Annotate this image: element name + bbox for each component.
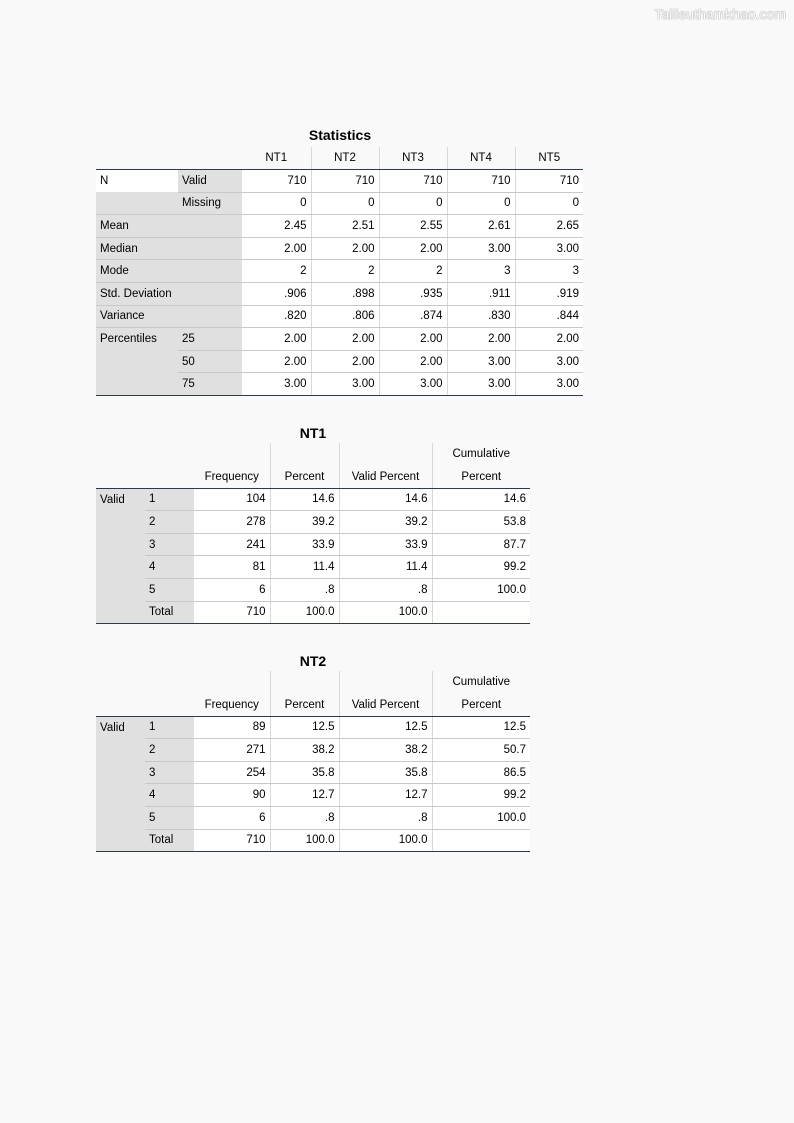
group-label-blank: [96, 761, 145, 784]
table-row: [96, 373, 583, 396]
header-row-top: [96, 443, 530, 466]
table-cell: 3.00: [447, 373, 515, 396]
table-cell: 38.2: [270, 739, 339, 762]
row-label: Percentiles: [96, 328, 178, 351]
column-header-nt1: NT1: [242, 147, 311, 170]
table-cell: 2.00: [379, 350, 447, 373]
table-cell: .830: [447, 305, 515, 328]
column-header-frequency: Frequency: [194, 694, 270, 717]
table-row: [96, 533, 530, 556]
group-label-blank: [96, 829, 145, 852]
table-cell: 0: [242, 192, 311, 215]
table-cell: .874: [379, 305, 447, 328]
header-corner: [145, 466, 194, 489]
table-row: [96, 579, 530, 602]
table-row: [96, 215, 583, 238]
table-cell: 3.00: [515, 373, 583, 396]
table-cell: .8: [339, 579, 432, 602]
table-cell: [432, 829, 530, 852]
table-cell: .8: [339, 807, 432, 830]
row-sublabel: Missing: [178, 192, 242, 215]
nt2-frequency-table: [96, 671, 530, 852]
table-row: [96, 260, 583, 283]
category-label: 2: [145, 739, 194, 762]
table-cell: 710: [194, 601, 270, 624]
table-cell: 710: [194, 829, 270, 852]
table-row: [96, 601, 530, 624]
table-cell: 100.0: [270, 601, 339, 624]
header-row: [96, 466, 530, 489]
table-cell: 3.00: [379, 373, 447, 396]
table-row: [96, 350, 583, 373]
table-cell: 3.00: [242, 373, 311, 396]
table-cell: 2.00: [311, 328, 379, 351]
header-corner: [96, 147, 178, 170]
table-row: [96, 556, 530, 579]
statistics-header-row: [96, 147, 583, 170]
row-label: [96, 192, 178, 215]
column-header-frequency: Frequency: [194, 466, 270, 489]
table-row: [96, 511, 530, 534]
header-blank: [339, 443, 432, 466]
table-cell: 710: [311, 170, 379, 193]
table-cell: 710: [379, 170, 447, 193]
table-cell: 3.00: [515, 350, 583, 373]
table-cell: 3: [447, 260, 515, 283]
header-blank: [194, 671, 270, 694]
table-cell: 104: [194, 488, 270, 511]
table-cell: 2: [311, 260, 379, 283]
table-cell: .844: [515, 305, 583, 328]
column-header-nt5: NT5: [515, 147, 583, 170]
table-cell: 6: [194, 579, 270, 602]
group-label: Valid: [96, 488, 145, 511]
table-cell: 14.6: [432, 488, 530, 511]
header-row-top: [96, 671, 530, 694]
table-cell: 87.7: [432, 533, 530, 556]
group-label-blank: [96, 579, 145, 602]
table-row: [96, 716, 530, 739]
table-cell: 254: [194, 761, 270, 784]
column-header-nt4: NT4: [447, 147, 515, 170]
table-cell: 50.7: [432, 739, 530, 762]
row-sublabel: [178, 305, 242, 328]
header-corner: [178, 147, 242, 170]
row-sublabel: [178, 283, 242, 306]
header-corner: [145, 671, 194, 694]
table-cell: 89: [194, 716, 270, 739]
row-label: [96, 350, 178, 373]
table-cell: 53.8: [432, 511, 530, 534]
header-blank: [270, 671, 339, 694]
row-sublabel: [178, 260, 242, 283]
header-corner: [96, 443, 145, 466]
table-row: [96, 237, 583, 260]
table-cell: 11.4: [339, 556, 432, 579]
table-row: [96, 192, 583, 215]
category-label: 1: [145, 488, 194, 511]
table-cell: 12.5: [339, 716, 432, 739]
table-cell: 35.8: [339, 761, 432, 784]
table-cell: .919: [515, 283, 583, 306]
table-cell: .898: [311, 283, 379, 306]
table-cell: 0: [515, 192, 583, 215]
table-cell: 2.00: [242, 350, 311, 373]
table-cell: 710: [242, 170, 311, 193]
table-row: [96, 784, 530, 807]
table-cell: 100.0: [339, 601, 432, 624]
table-cell: 2.00: [447, 328, 515, 351]
category-label: 4: [145, 556, 194, 579]
table-row: [96, 807, 530, 830]
table-cell: 2.00: [515, 328, 583, 351]
row-label: N: [96, 170, 178, 193]
table-cell: 2.61: [447, 215, 515, 238]
statistics-title: Statistics: [308, 127, 372, 143]
category-label: 4: [145, 784, 194, 807]
table-row: [96, 283, 583, 306]
table-cell: 86.5: [432, 761, 530, 784]
table-cell: 12.7: [270, 784, 339, 807]
table-cell: 2: [242, 260, 311, 283]
column-header-nt2: NT2: [311, 147, 379, 170]
table-cell: 3.00: [515, 237, 583, 260]
row-label: Mode: [96, 260, 178, 283]
table-cell: 6: [194, 807, 270, 830]
header-blank: [270, 443, 339, 466]
table-cell: 11.4: [270, 556, 339, 579]
table-cell: 100.0: [432, 579, 530, 602]
table-cell: .8: [270, 807, 339, 830]
table-cell: 90: [194, 784, 270, 807]
table-cell: 100.0: [432, 807, 530, 830]
table-row: [96, 739, 530, 762]
nt1-frequency-table: [96, 443, 530, 624]
table-cell: 39.2: [270, 511, 339, 534]
table-cell: 39.2: [339, 511, 432, 534]
nt1-title: NT1: [299, 425, 327, 441]
table-cell: .820: [242, 305, 311, 328]
category-label: Total: [145, 601, 194, 624]
table-cell: 0: [379, 192, 447, 215]
table-cell: 14.6: [270, 488, 339, 511]
table-cell: 2.00: [242, 328, 311, 351]
row-sublabel: 75: [178, 373, 242, 396]
table-cell: 12.5: [432, 716, 530, 739]
table-cell: 81: [194, 556, 270, 579]
table-cell: 278: [194, 511, 270, 534]
category-label: 2: [145, 511, 194, 534]
table-cell: 12.7: [339, 784, 432, 807]
table-cell: 3: [515, 260, 583, 283]
row-sublabel: [178, 215, 242, 238]
table-cell: 14.6: [339, 488, 432, 511]
group-label-blank: [96, 511, 145, 534]
group-label-blank: [96, 784, 145, 807]
group-label-blank: [96, 807, 145, 830]
table-cell: 2.00: [311, 237, 379, 260]
row-sublabel: 25: [178, 328, 242, 351]
table-cell: 2.65: [515, 215, 583, 238]
header-blank: [339, 671, 432, 694]
table-cell: 2.55: [379, 215, 447, 238]
table-cell: 2.00: [242, 237, 311, 260]
table-cell: 12.5: [270, 716, 339, 739]
table-cell: 35.8: [270, 761, 339, 784]
group-label-blank: [96, 739, 145, 762]
table-cell: 271: [194, 739, 270, 762]
table-row: [96, 170, 583, 193]
column-header-cumulative-percent: Percent: [432, 466, 530, 489]
table-cell: .911: [447, 283, 515, 306]
table-row: [96, 305, 583, 328]
table-row: [96, 328, 583, 351]
row-sublabel: Valid: [178, 170, 242, 193]
table-cell: 38.2: [339, 739, 432, 762]
table-cell: 99.2: [432, 784, 530, 807]
category-label: Total: [145, 829, 194, 852]
column-header-valid-percent: Valid Percent: [339, 466, 432, 489]
table-cell: 710: [447, 170, 515, 193]
table-cell: 3.00: [447, 350, 515, 373]
row-label: Std. Deviation: [96, 283, 178, 306]
column-header-percent: Percent: [270, 694, 339, 717]
row-sublabel: [178, 237, 242, 260]
table-cell: 100.0: [339, 829, 432, 852]
table-cell: 2.00: [379, 237, 447, 260]
category-label: 3: [145, 761, 194, 784]
table-cell: 33.9: [339, 533, 432, 556]
watermark-text: Tailieuthamkhao.com: [654, 6, 786, 22]
header-row: [96, 694, 530, 717]
nt2-title: NT2: [299, 653, 327, 669]
table-row: [96, 761, 530, 784]
table-cell: .935: [379, 283, 447, 306]
table-cell: 0: [311, 192, 379, 215]
table-cell: 0: [447, 192, 515, 215]
table-cell: .906: [242, 283, 311, 306]
table-cell: .8: [270, 579, 339, 602]
header-corner: [96, 694, 145, 717]
column-header-nt3: NT3: [379, 147, 447, 170]
header-corner: [145, 443, 194, 466]
header-corner: [145, 694, 194, 717]
row-label: Median: [96, 237, 178, 260]
table-row: [96, 829, 530, 852]
category-label: 3: [145, 533, 194, 556]
table-cell: 2.00: [311, 350, 379, 373]
table-cell: 2: [379, 260, 447, 283]
table-cell: .806: [311, 305, 379, 328]
table-cell: 241: [194, 533, 270, 556]
column-header-valid-percent: Valid Percent: [339, 694, 432, 717]
column-header-cumulative-percent: Percent: [432, 694, 530, 717]
table-cell: 2.00: [379, 328, 447, 351]
table-cell: 710: [515, 170, 583, 193]
group-label-blank: [96, 533, 145, 556]
row-label: Mean: [96, 215, 178, 238]
category-label: 1: [145, 716, 194, 739]
table-cell: 3.00: [311, 373, 379, 396]
category-label: 5: [145, 807, 194, 830]
table-row: [96, 488, 530, 511]
column-header-cumulative: Cumulative: [432, 443, 530, 466]
column-header-cumulative: Cumulative: [432, 671, 530, 694]
table-cell: 33.9: [270, 533, 339, 556]
header-blank: [194, 443, 270, 466]
row-sublabel: 50: [178, 350, 242, 373]
group-label-blank: [96, 601, 145, 624]
category-label: 5: [145, 579, 194, 602]
group-label: Valid: [96, 716, 145, 739]
row-label: Variance: [96, 305, 178, 328]
row-label: [96, 373, 178, 396]
statistics-table: [96, 147, 583, 396]
header-corner: [96, 466, 145, 489]
table-cell: 99.2: [432, 556, 530, 579]
group-label-blank: [96, 556, 145, 579]
table-cell: 2.45: [242, 215, 311, 238]
table-cell: [432, 601, 530, 624]
header-corner: [96, 671, 145, 694]
table-cell: 3.00: [447, 237, 515, 260]
table-cell: 100.0: [270, 829, 339, 852]
table-cell: 2.51: [311, 215, 379, 238]
column-header-percent: Percent: [270, 466, 339, 489]
